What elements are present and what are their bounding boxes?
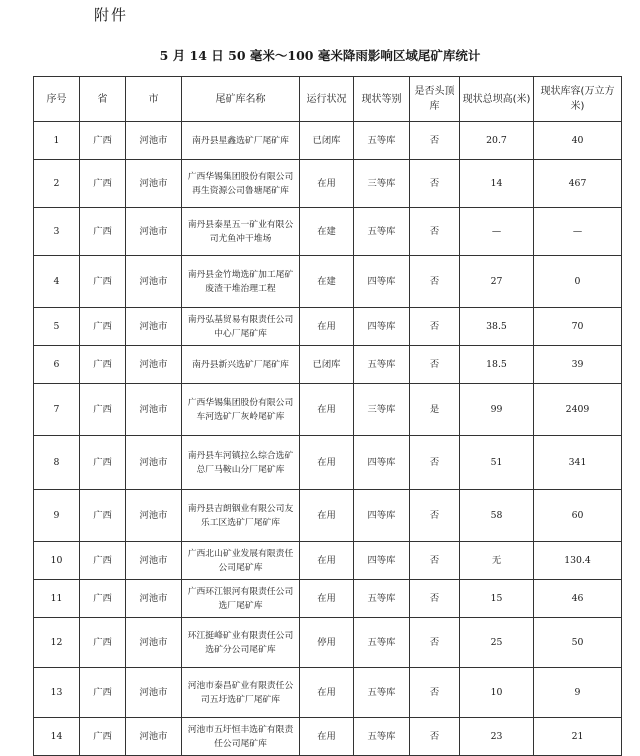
table-row [34,308,622,346]
cell-province: 广西 [80,308,126,346]
cell-province: 广西 [80,580,126,618]
cell-name: 南丹县星鑫选矿厂尾矿库 [182,122,300,160]
cell-no: 5 [34,308,80,346]
cell-grade: 五等库 [354,208,410,256]
cell-status: 已闭库 [300,122,354,160]
cell-height: 23 [460,718,534,756]
header-grade: 现状等别 [354,77,410,122]
cell-capacity: 2409 [534,384,622,436]
cell-city: 河池市 [126,308,182,346]
cell-height: 25 [460,618,534,668]
cell-capacity: 40 [534,122,622,160]
cell-no: 2 [34,160,80,208]
table-row [34,542,622,580]
cell-city: 河池市 [126,208,182,256]
cell-no: 14 [34,718,80,756]
cell-city: 河池市 [126,668,182,718]
cell-grade: 三等库 [354,160,410,208]
cell-grade: 五等库 [354,618,410,668]
cell-no: 1 [34,122,80,160]
cell-name: 南丹县金竹坳选矿加工尾矿废渣干堆治理工程 [182,256,300,308]
cell-name: 广西北山矿业发展有限责任公司尾矿库 [182,542,300,580]
cell-no: 8 [34,436,80,490]
attachment-label: 附件 [94,6,129,24]
cell-city: 河池市 [126,618,182,668]
cell-status: 在建 [300,256,354,308]
cell-city: 河池市 [126,580,182,618]
cell-status: 在用 [300,718,354,756]
cell-status: 在用 [300,580,354,618]
cell-head: 否 [410,436,460,490]
table-row [34,122,622,160]
table-row [34,668,622,718]
cell-province: 广西 [80,384,126,436]
header-no: 序号 [34,77,80,122]
cell-head: 否 [410,490,460,542]
cell-name: 环江挺峰矿业有限责任公司选矿分公司尾矿库 [182,618,300,668]
cell-city: 河池市 [126,436,182,490]
table-row [34,160,622,208]
cell-head: 否 [410,346,460,384]
table-row [34,618,622,668]
cell-status: 在用 [300,668,354,718]
cell-height: 10 [460,668,534,718]
cell-province: 广西 [80,256,126,308]
cell-capacity: 467 [534,160,622,208]
cell-city: 河池市 [126,384,182,436]
cell-no: 6 [34,346,80,384]
cell-no: 10 [34,542,80,580]
cell-grade: 四等库 [354,490,410,542]
cell-grade: 四等库 [354,542,410,580]
cell-capacity: 341 [534,436,622,490]
cell-grade: 四等库 [354,308,410,346]
cell-height: 无 [460,542,534,580]
cell-city: 河池市 [126,256,182,308]
cell-head: 否 [410,618,460,668]
cell-head: 否 [410,718,460,756]
cell-city: 河池市 [126,346,182,384]
cell-status: 在用 [300,160,354,208]
cell-capacity: 46 [534,580,622,618]
cell-height: — [460,208,534,256]
cell-name: 广西华锡集团股份有限公司车河选矿厂灰岭尾矿库 [182,384,300,436]
cell-province: 广西 [80,490,126,542]
cell-city: 河池市 [126,490,182,542]
header-capacity: 现状库容(万立方米) [534,77,622,122]
cell-status: 已闭库 [300,346,354,384]
table-row [34,490,622,542]
cell-head: 否 [410,668,460,718]
cell-status: 在用 [300,436,354,490]
cell-name: 广西华锡集团股份有限公司再生资源公司鲁塘尾矿库 [182,160,300,208]
cell-capacity: 130.4 [534,542,622,580]
cell-height: 99 [460,384,534,436]
cell-capacity: 9 [534,668,622,718]
cell-no: 12 [34,618,80,668]
cell-no: 4 [34,256,80,308]
cell-province: 广西 [80,436,126,490]
cell-capacity: 21 [534,718,622,756]
cell-status: 在用 [300,308,354,346]
cell-name: 河池市五圩恒丰选矿有限责任公司尾矿库 [182,718,300,756]
header-name: 尾矿库名称 [182,77,300,122]
cell-grade: 五等库 [354,346,410,384]
document-title: 5 月 14 日 50 毫米～100 毫米降雨影响区域尾矿库统计 [159,48,481,63]
header-city: 市 [126,77,182,122]
cell-capacity: 0 [534,256,622,308]
cell-capacity: 50 [534,618,622,668]
header-row [34,77,622,122]
tailings-table [33,76,622,756]
cell-status: 停用 [300,618,354,668]
cell-height: 18.5 [460,346,534,384]
cell-name: 南丹县泰星五一矿业有限公司尤鱼冲干堆场 [182,208,300,256]
cell-province: 广西 [80,668,126,718]
table-row [34,208,622,256]
cell-province: 广西 [80,542,126,580]
cell-city: 河池市 [126,122,182,160]
cell-height: 15 [460,580,534,618]
cell-city: 河池市 [126,718,182,756]
cell-province: 广西 [80,122,126,160]
cell-height: 51 [460,436,534,490]
cell-height: 27 [460,256,534,308]
cell-height: 20.7 [460,122,534,160]
cell-height: 14 [460,160,534,208]
table-row [34,256,622,308]
table-row [34,580,622,618]
table-row [34,384,622,436]
cell-grade: 四等库 [354,256,410,308]
cell-name: 南丹县新兴选矿厂尾矿库 [182,346,300,384]
cell-grade: 三等库 [354,384,410,436]
cell-status: 在用 [300,542,354,580]
table-row [34,718,622,756]
cell-grade: 五等库 [354,580,410,618]
header-height: 现状总坝高(米) [460,77,534,122]
cell-name: 南丹县吉朗铟业有限公司友乐工区选矿厂尾矿库 [182,490,300,542]
cell-grade: 五等库 [354,122,410,160]
cell-capacity: 60 [534,490,622,542]
cell-city: 河池市 [126,542,182,580]
cell-province: 广西 [80,160,126,208]
cell-head: 否 [410,208,460,256]
cell-status: 在用 [300,384,354,436]
cell-height: 58 [460,490,534,542]
cell-height: 38.5 [460,308,534,346]
table-row [34,436,622,490]
cell-head: 是 [410,384,460,436]
cell-no: 9 [34,490,80,542]
cell-no: 13 [34,668,80,718]
cell-no: 11 [34,580,80,618]
cell-status: 在用 [300,490,354,542]
cell-no: 7 [34,384,80,436]
cell-capacity: 39 [534,346,622,384]
cell-name: 南丹弘基贸易有限责任公司中心厂尾矿库 [182,308,300,346]
cell-head: 否 [410,580,460,618]
header-status: 运行状况 [300,77,354,122]
cell-name: 南丹县车河镇拉么综合选矿总厂马鞍山分厂尾矿库 [182,436,300,490]
cell-province: 广西 [80,718,126,756]
cell-head: 否 [410,308,460,346]
cell-grade: 五等库 [354,718,410,756]
cell-capacity: 70 [534,308,622,346]
cell-grade: 四等库 [354,436,410,490]
cell-status: 在建 [300,208,354,256]
cell-province: 广西 [80,618,126,668]
header-head: 是否头顶库 [410,77,460,122]
cell-head: 否 [410,160,460,208]
cell-province: 广西 [80,346,126,384]
cell-city: 河池市 [126,160,182,208]
cell-capacity: — [534,208,622,256]
cell-head: 否 [410,542,460,580]
cell-name: 河池市泰昌矿业有限责任公司五圩选矿厂尾矿库 [182,668,300,718]
cell-head: 否 [410,122,460,160]
table-row [34,346,622,384]
cell-grade: 五等库 [354,668,410,718]
cell-head: 否 [410,256,460,308]
header-province: 省 [80,77,126,122]
cell-name: 广西环江银河有限责任公司选厂尾矿库 [182,580,300,618]
cell-province: 广西 [80,208,126,256]
cell-no: 3 [34,208,80,256]
